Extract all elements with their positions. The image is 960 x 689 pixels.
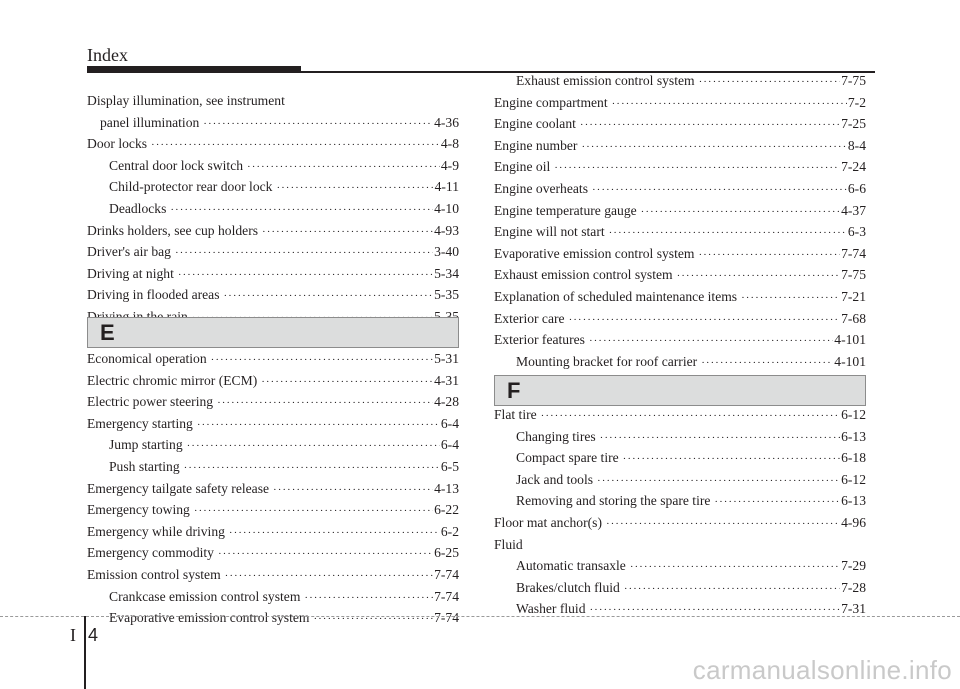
dot-leader — [184, 458, 440, 478]
watermark: carmanualsonline.info — [692, 655, 952, 685]
dot-leader — [203, 114, 433, 134]
index-term: Electric chromic mirror (ECM) — [87, 372, 258, 388]
dot-leader — [698, 245, 840, 265]
index-entry — [87, 522, 459, 542]
dot-leader — [623, 449, 840, 469]
index-page-ref: 6-18 — [841, 450, 866, 466]
index-entry — [494, 136, 866, 156]
dot-leader — [194, 501, 433, 521]
index-page-ref: 7-74 — [841, 245, 866, 261]
index-term: panel illumination — [100, 114, 200, 130]
index-term: Jack and tools — [516, 471, 594, 487]
dot-leader — [641, 202, 840, 222]
index-entry — [494, 222, 866, 242]
index-page-ref: 5-34 — [434, 265, 459, 281]
index-term: Explanation of scheduled maintenance items — [494, 289, 738, 304]
index-term: Child-protector rear door lock — [109, 179, 273, 195]
index-term: Engine overheats — [494, 181, 588, 196]
index-page-ref: 4-8 — [440, 136, 459, 152]
index-term: Engine temperature gauge — [494, 202, 637, 218]
dot-leader — [677, 266, 840, 286]
index-term: Engine oil — [494, 159, 551, 175]
index-page-ref: 4-36 — [434, 114, 459, 130]
index-entry — [87, 587, 459, 607]
index-page-ref: 6-22 — [434, 502, 459, 518]
page-title: Index — [87, 45, 128, 65]
index-term: Engine compartment — [494, 94, 608, 110]
index-entry — [494, 265, 866, 285]
index-term: Engine number — [494, 137, 578, 153]
index-term: Removing and storing the spare tire — [516, 493, 711, 509]
index-term: Engine will not start — [494, 224, 605, 240]
index-entry — [87, 91, 459, 111]
index-page-ref: 5-35 — [434, 287, 459, 303]
dot-leader — [175, 243, 433, 263]
footer-dash-line — [0, 616, 84, 617]
dot-leader — [273, 480, 433, 500]
index-term: Engine coolant — [494, 116, 576, 132]
dot-leader — [178, 265, 433, 285]
index-entry — [494, 535, 866, 555]
index-term: Mounting bracket for roof carrier — [516, 353, 698, 369]
dot-leader — [313, 609, 433, 629]
index-page-ref: 4-28 — [434, 394, 459, 410]
dot-leader — [589, 331, 833, 351]
dot-leader — [197, 415, 440, 435]
index-entry — [87, 500, 459, 520]
index-page-ref: 7-29 — [841, 558, 866, 574]
index-term: Exhaust emission control system — [516, 73, 695, 88]
footer-page-number: 4 — [88, 625, 99, 645]
index-page-ref: 6-12 — [841, 471, 866, 487]
index-term: Jump starting — [109, 437, 183, 453]
section-bar-f — [494, 375, 866, 406]
index-entry — [87, 177, 459, 197]
index-page-ref: 3-40 — [434, 244, 459, 260]
index-page-ref: 4-10 — [434, 201, 459, 216]
index-page-ref: 4-37 — [841, 202, 866, 218]
index-entry — [494, 330, 866, 350]
section-letter: F — [507, 378, 521, 403]
index-term: Changing tires — [516, 428, 596, 444]
index-column-left — [87, 0, 459, 626]
index-entry — [494, 201, 866, 221]
index-page-ref: 4-11 — [434, 179, 459, 195]
index-entry — [494, 470, 866, 490]
index-page-ref: 4-31 — [434, 372, 459, 388]
index-term: Emergency commodity — [87, 545, 214, 561]
dot-leader — [276, 178, 433, 198]
dot-leader — [304, 588, 433, 608]
index-term: Door locks — [87, 136, 148, 152]
dot-leader — [606, 514, 840, 534]
index-entry — [494, 448, 866, 468]
index-entry — [494, 71, 866, 91]
index-page-ref: 7-2 — [847, 94, 866, 110]
dot-leader — [261, 372, 433, 392]
index-entry — [87, 221, 459, 241]
index-page-ref: 6-12 — [841, 407, 866, 422]
dot-leader — [224, 286, 434, 306]
index-page-ref: 5-31 — [434, 351, 459, 366]
index-entry — [87, 242, 459, 262]
index-term: Flat tire — [494, 407, 537, 422]
dot-leader — [630, 557, 840, 577]
footer-rule — [84, 616, 86, 689]
index-term: Central door lock switch — [109, 157, 244, 173]
index-page-ref: 7-24 — [841, 159, 866, 175]
index-term: Compact spare tire — [516, 450, 619, 466]
index-page-ref: 4-13 — [434, 480, 459, 496]
index-entry — [494, 427, 866, 447]
dot-leader — [229, 523, 440, 543]
index-term: Drinks holders, see cup holders — [87, 222, 259, 238]
dot-leader — [701, 353, 833, 373]
dot-leader — [600, 428, 840, 448]
index-page-ref: 7-74 — [434, 567, 459, 582]
dot-leader — [569, 310, 841, 330]
index-term: Emergency starting — [87, 415, 193, 431]
index-page-ref: 7-74 — [434, 610, 459, 626]
index-term: Evaporative emission control system — [494, 245, 695, 261]
dot-leader — [262, 222, 433, 242]
dot-leader — [554, 158, 840, 178]
dot-leader — [170, 200, 433, 220]
index-term: Display illumination, see instrument — [87, 93, 285, 108]
index-entry — [494, 352, 866, 372]
index-page-ref: 6-13 — [841, 428, 866, 444]
index-term: Brakes/clutch fluid — [516, 579, 620, 595]
index-entry — [494, 556, 866, 576]
dot-leader — [218, 544, 433, 564]
index-entry — [87, 392, 459, 412]
dot-leader — [225, 566, 433, 586]
footer-section-letter: I — [70, 625, 76, 645]
index-page-ref: 6-25 — [434, 545, 459, 561]
dot-leader — [612, 94, 847, 114]
index-entry — [494, 179, 866, 199]
dot-leader — [187, 436, 440, 456]
index-entry — [494, 578, 866, 598]
index-entry — [87, 565, 459, 585]
index-term: Automatic transaxle — [516, 558, 626, 574]
dot-leader — [217, 393, 433, 413]
index-term: Exhaust emission control system — [494, 267, 673, 283]
dot-leader — [581, 137, 846, 157]
index-entry — [87, 156, 459, 176]
index-term: Electric power steering — [87, 394, 214, 410]
index-page-ref: 7-75 — [841, 73, 866, 88]
index-page-ref: 7-25 — [841, 116, 866, 132]
index-term: Deadlocks — [109, 201, 167, 216]
index-page-ref: 6-3 — [847, 224, 866, 240]
index-page-ref: 6-2 — [440, 523, 459, 539]
index-entry — [494, 405, 866, 425]
index-entry — [87, 414, 459, 434]
dot-leader — [741, 288, 840, 308]
index-page-ref: 6-13 — [841, 493, 866, 509]
index-entry — [494, 309, 866, 329]
index-entry — [87, 349, 459, 369]
index-entry — [87, 285, 459, 305]
index-page-ref: 7-28 — [841, 579, 866, 595]
index-term: Driver's air bag — [87, 244, 171, 260]
index-entry — [494, 287, 866, 307]
dot-leader — [151, 135, 440, 155]
dot-leader — [580, 115, 840, 135]
index-term: Evaporative emission control system — [109, 610, 310, 626]
index-entry — [87, 134, 459, 154]
index-page-ref: 7-75 — [841, 267, 866, 283]
index-entry — [494, 513, 866, 533]
index-entry — [494, 157, 866, 177]
section-letter: E — [100, 320, 115, 345]
index-page-ref: 7-74 — [434, 588, 459, 604]
index-page-ref: 6-4 — [440, 415, 459, 431]
index-page-ref: 7-31 — [841, 601, 866, 617]
index-entry — [494, 244, 866, 264]
index-entry — [87, 435, 459, 455]
index-entry — [494, 114, 866, 134]
index-page-ref: 4-96 — [841, 515, 866, 530]
index-column-right — [494, 0, 866, 620]
index-page-ref: 4-9 — [440, 157, 459, 173]
index-term: Emergency towing — [87, 502, 190, 518]
dot-leader — [597, 471, 840, 491]
index-entry — [87, 479, 459, 499]
index-entry — [87, 264, 459, 284]
index-term: Washer fluid — [516, 601, 586, 617]
index-entry — [494, 93, 866, 113]
index-term: Fluid — [494, 536, 523, 552]
index-term: Emergency tailgate safety release — [87, 480, 270, 496]
dot-leader — [541, 406, 840, 426]
index-term: Driving in flooded areas — [87, 287, 220, 303]
section-bar-e — [87, 317, 459, 348]
dot-leader — [590, 600, 841, 620]
index-term: Exterior features — [494, 332, 585, 348]
footer-dash-line — [86, 616, 960, 617]
index-entry — [87, 608, 459, 628]
index-term: Economical operation — [87, 351, 207, 366]
dot-leader — [247, 157, 440, 177]
index-entry — [494, 491, 866, 511]
index-term: Driving at night — [87, 265, 174, 281]
index-entry — [87, 113, 459, 133]
index-page-ref: 4-101 — [834, 353, 866, 369]
index-page-ref: 4-93 — [434, 222, 459, 238]
dot-leader — [624, 579, 840, 599]
index-entry — [87, 457, 459, 477]
index-term: Exterior care — [494, 310, 565, 326]
dot-leader — [609, 223, 847, 243]
index-page-ref: 8-4 — [847, 137, 866, 153]
dot-leader — [592, 180, 847, 200]
index-entry — [87, 543, 459, 563]
dot-leader — [699, 72, 840, 92]
index-page-ref: 7-68 — [841, 310, 866, 326]
index-term: Emission control system — [87, 567, 221, 582]
index-term: Push starting — [109, 459, 180, 474]
index-page-ref: 7-21 — [841, 289, 866, 304]
index-page-ref: 6-4 — [440, 437, 459, 453]
index-term: Crankcase emission control system — [109, 588, 301, 604]
index-entry — [87, 371, 459, 391]
index-page-ref: 6-5 — [440, 459, 459, 474]
dot-leader — [211, 350, 433, 370]
dot-leader — [714, 492, 840, 512]
index-entry — [87, 199, 459, 219]
index-page-ref: 6-6 — [847, 181, 866, 196]
index-term: Floor mat anchor(s) — [494, 515, 602, 530]
index-page-ref: 4-101 — [834, 332, 866, 348]
index-term: Emergency while driving — [87, 523, 225, 539]
